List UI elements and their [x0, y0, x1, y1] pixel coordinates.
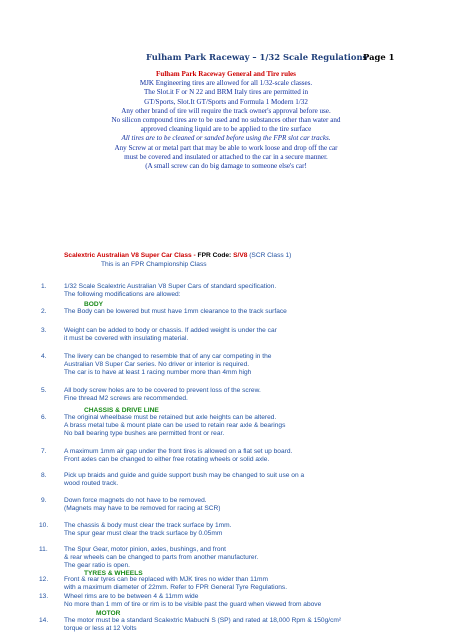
rule-number: 4.	[41, 353, 47, 361]
section-motor-heading: MOTOR	[96, 610, 121, 618]
rule-number: 5.	[41, 387, 47, 394]
intro-italic-line: All tires are to be cleaned or sanded before using the FPR slot car tracks.	[121, 134, 331, 143]
rule-line: (Magnets may have to be removed for racing at SCR)	[64, 505, 221, 513]
rule-number: 13.	[39, 593, 49, 601]
rule-line: The car is to have at least 1 racing number more than 4mm high	[64, 369, 252, 377]
rule-line: A brass metal tube & mount plate can be used to retain rear axle & bearings	[64, 421, 286, 429]
rule-line: The spur gear must clear the track surface by 0.05mm	[64, 530, 223, 538]
page-header	[0, 52, 452, 64]
rule-line: The livery can be changed to resemble that of any car competing in the	[64, 353, 272, 361]
intro-line: Any Screw at or metal part that may be able to work loose and drop off the car	[114, 143, 338, 152]
rule-line: The gear ratio is open.	[64, 562, 130, 570]
section-tyres-heading: TYRES & WHEELS	[84, 570, 143, 578]
rule-line: Australian V8 Super Car series. No driver or interior is required.	[64, 361, 250, 369]
rule-number: 8.	[41, 472, 47, 480]
rule-line: The Body can be lowered but must have 1mm clearance to the track surface	[64, 307, 287, 315]
class-code: S/V8	[233, 252, 248, 259]
rule-line: Fine thread M2 screws are recommended.	[64, 395, 188, 403]
rule-line: it must be covered with insulating material.	[64, 334, 189, 342]
rule-number: 11.	[39, 546, 48, 554]
intro-line: Any other brand of tire will require the track owner's approval before use.	[121, 106, 331, 115]
rule-line: Pick up braids and guide and guide support bush may be changed to suit use on a	[64, 472, 305, 480]
rule-line: The Spur Gear, motor pinion, axles, bushings, and front	[64, 546, 227, 554]
intro-line: No silicon compound tires are to be used and no substances other than water and	[111, 116, 341, 125]
rule-line: The following modifications are allowed:	[64, 291, 181, 299]
rule-line: wood routed track.	[64, 480, 119, 488]
championship-note: This is an FPR Championship Class	[101, 261, 207, 268]
rule-line: The original wheelbase must be retained but axle heights can be altered.	[64, 413, 277, 421]
rule-line: The motor must be a standard Scalextric Mabuchi S (SP) and rated at 18,000 Rpm & 150g/cm²	[64, 617, 342, 625]
rule-number: 1.	[41, 283, 47, 290]
intro-line: approved cleaning liquid are to be applied to the tire surface	[140, 125, 312, 134]
rule-line: All body screw holes are to be covered to prevent loss of the screw.	[64, 387, 261, 394]
class-scr: (SCR Class 1)	[249, 252, 292, 259]
rule-line: with a maximum diameter of 22mm. Refer to FPR General Tyre Regulations.	[64, 584, 288, 592]
rule-number: 3.	[41, 326, 47, 334]
rule-line: torque or less at 12 Volts	[64, 625, 137, 633]
rule-line: A maximum 1mm air gap under the front tires is allowed on a flat set up board.	[64, 447, 293, 455]
intro-line: MJK Engineering tires are allowed for all 1/32-scale classes.	[139, 79, 313, 88]
rule-line: & rear wheels can be changed to parts from another manufacturer.	[64, 554, 259, 562]
intro-line: GT/Sports, Slot.It GT/Sports and Formula 1 Modern 1/32	[144, 97, 308, 106]
rule-line: Front & rear tyres can be replaced with MJK tires no wider than 11mm	[64, 576, 269, 584]
intro-line: must be covered and insulated or attached to the car in a secure manner.	[124, 152, 328, 161]
class-heading	[64, 251, 291, 260]
rule-number: 9.	[41, 497, 47, 505]
class-code-label: FPR Code:	[197, 252, 232, 259]
section-body-heading: BODY	[84, 300, 104, 308]
page-number: Page 1	[363, 52, 395, 62]
rule-number: 12.	[39, 576, 49, 584]
rule-line: Wheel rims are to be between 4 & 11mm wide	[64, 593, 199, 601]
rule-line: Front axles can be changed to either free rotating wheels or solid axle.	[64, 455, 270, 463]
class-name: Scalextric Australian V8 Super Car Class -	[64, 252, 196, 259]
rule-number: 6.	[41, 413, 47, 421]
rule-line: 1/32 Scale Scalextric Australian V8 Super Cars of standard specification.	[64, 283, 277, 290]
rule-line: Down force magnets do not have to be removed.	[64, 497, 207, 505]
general-tire-rules	[40, 70, 412, 171]
page-title: Fulham Park Raceway – 1/32 Scale Regulations	[146, 52, 368, 62]
rule-number: 2.	[41, 307, 47, 315]
rule-number: 10.	[39, 522, 49, 530]
section-chassis-heading: CHASSIS & DRIVE LINE	[84, 406, 159, 414]
rule-line: No ball bearing type bushes are permitted front or rear.	[64, 429, 225, 437]
general-rules-heading: Fulham Park Raceway General and Tire rules	[156, 70, 296, 78]
rule-number: 14.	[39, 617, 49, 625]
rule-line: The chassis & body must clear the track surface by 1mm.	[64, 522, 232, 530]
intro-line: (A small screw can do big damage to someone else's car!	[145, 162, 307, 171]
rule-number: 7.	[41, 447, 47, 455]
intro-line: The Slot.it F or N 22 and BRM Italy tires are permitted in	[143, 88, 309, 97]
rule-line: No more than 1 mm of tire or rim is to be visible past the guard when viewed from above	[64, 601, 322, 609]
rule-line: Weight can be added to body or chassis. If added weight is under the car	[64, 326, 277, 334]
